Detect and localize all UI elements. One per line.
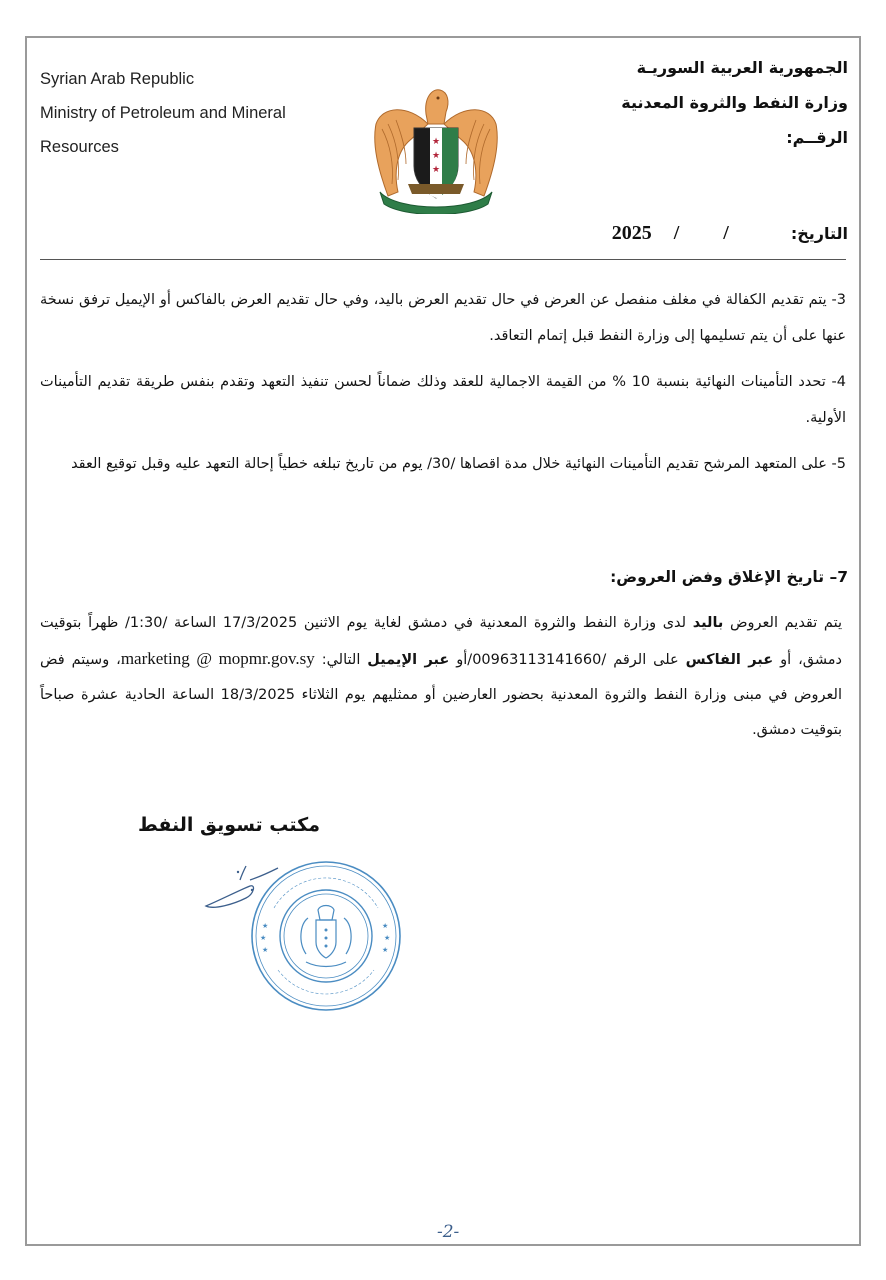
svg-text:★: ★ — [431, 165, 441, 175]
section-7-paragraph — [40, 606, 846, 748]
date-year: 2025 — [611, 222, 652, 244]
fax-number-text: على الرقم /00963113141660/أو — [449, 652, 686, 668]
country-name-en: Syrian Arab Republic — [40, 70, 195, 88]
page-number: -2- — [437, 1222, 460, 1242]
emphasis-by-fax: عبر الفاكس — [685, 652, 774, 668]
clause-number: 5- — [831, 456, 846, 472]
clause-text: على المتعهد المرشح تقديم التأمينات النهائية خلال مدة اقصاها /30/ يوم من تاريخ تبلغه خطياً إحالة التعهد عليه وقبل توقيع العقد — [71, 456, 827, 472]
country-name-ar: الجمهورية العربية السوريـة — [636, 58, 848, 77]
clause-4 — [40, 364, 846, 436]
svg-text:★: ★ — [384, 934, 391, 942]
emphasis-by-email: عبر الإيميل — [367, 652, 450, 668]
email-address: marketing @ mopmr.gov.sy — [120, 649, 315, 668]
svg-text:★: ★ — [262, 922, 269, 930]
arabic-letterhead — [621, 50, 848, 155]
date-label: التاريخ: — [790, 224, 848, 243]
header-divider — [40, 259, 846, 260]
date-separator: / — [723, 222, 729, 244]
svg-text:★: ★ — [382, 946, 389, 954]
emphasis-by-hand: باليد — [692, 615, 724, 631]
svg-text:★: ★ — [260, 934, 267, 942]
date-field — [612, 222, 848, 245]
text-run: ، وسيتم فض العروض في مبنى وزارة النفط والثروة المعدنية بحضور العارضين أو ممثليهم يوم الثلاثاء 18/3/2025 الساعة الحادية عشرة صباحاً بتوقيت دمشق. — [40, 652, 842, 738]
syrian-eagle-emblem-icon — [368, 84, 504, 214]
date-separator: / — [673, 222, 680, 244]
svg-text:★: ★ — [382, 922, 389, 930]
ministry-name-en-line1: Ministry of Petroleum and Mineral — [40, 104, 286, 122]
clause-5 — [40, 446, 846, 482]
clause-number: 3- — [831, 292, 846, 308]
svg-text:★: ★ — [262, 946, 269, 954]
reference-number-label: الرقــم: — [786, 128, 848, 147]
ministry-name-en-line2: Resources — [40, 138, 119, 156]
svg-text:★: ★ — [431, 137, 441, 147]
clause-text: يتم تقديم الكفالة في مغلف منفصل عن العرض في حال تقديم العرض باليد، وفي حال تقديم العرض بالفاكس أو الإيميل ترفق نسخة عنها على أن يتم تسليمها إلى وزارة النفط قبل إتمام التعاقد. — [40, 292, 846, 344]
clause-text: تحدد التأمينات النهائية بنسبة 10 % من القيمة الاجمالية للعقد وذلك ضماناً لحسن تنفيذ التعهد وتقدم بنفس طريقة تقديم التأمينات الأولية. — [40, 374, 846, 426]
text-run: التالي: — [314, 652, 368, 668]
text-run: لدى وزارة النفط والثروة المعدنية في دمشق لغاية يوم الاثنين 17/3/2025 الساعة /1:30/ ظهراً بتوقيت دمشق، أو — [40, 615, 843, 668]
eagle-head — [426, 90, 448, 124]
official-stamp-icon — [248, 858, 404, 1014]
signatory-office: مكتب تسويق النفط — [138, 814, 320, 836]
svg-text:★: ★ — [431, 151, 441, 161]
clause-3 — [40, 282, 846, 354]
clause-number: 4- — [831, 374, 846, 390]
section-7-heading: 7– تاريخ الإغلاق وفض العروض: — [610, 568, 848, 586]
ministry-name-ar: وزارة النفط والثروة المعدنية — [621, 93, 848, 112]
english-letterhead — [40, 62, 286, 164]
text-run: يتم تقديم العروض — [723, 615, 842, 631]
